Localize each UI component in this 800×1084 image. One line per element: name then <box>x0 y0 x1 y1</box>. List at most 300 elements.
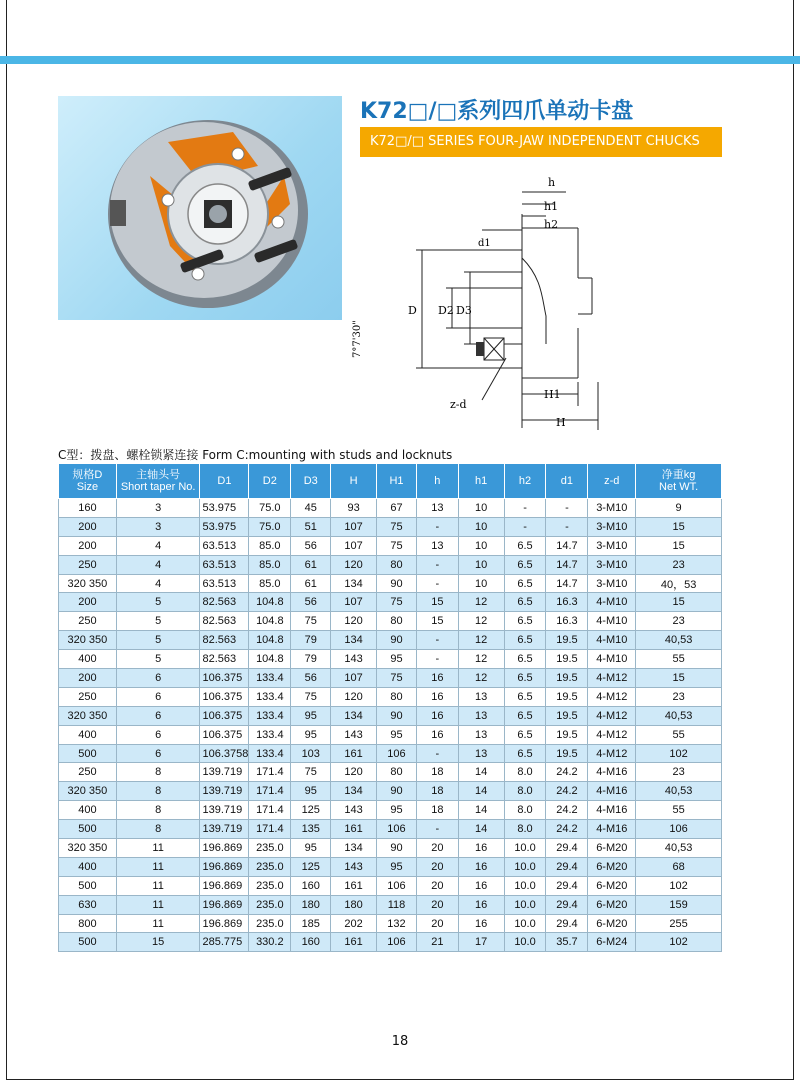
table-cell: 75 <box>377 669 417 688</box>
table-cell: 250 <box>59 612 117 631</box>
table-cell: 133.4 <box>249 725 291 744</box>
table-cell: 103 <box>291 744 331 763</box>
table-row <box>59 574 722 593</box>
table-cell: 3-M10 <box>588 536 636 555</box>
table-cell: 8 <box>116 820 200 839</box>
table-cell: 107 <box>331 593 377 612</box>
table-row <box>59 612 722 631</box>
table-cell: 10.0 <box>504 876 546 895</box>
table-cell: 40,53 <box>636 839 722 858</box>
table-cell: 134 <box>331 574 377 593</box>
title-english-banner: K72□/□ SERIES FOUR-JAW INDEPENDENT CHUCKS <box>360 127 722 157</box>
table-cell: 8.0 <box>504 820 546 839</box>
table-cell: 19.5 <box>546 669 588 688</box>
table-cell: 10 <box>458 499 504 518</box>
table-cell: 90 <box>377 574 417 593</box>
table-cell: 800 <box>59 914 117 933</box>
table-row <box>59 933 722 952</box>
table-cell: 120 <box>331 763 377 782</box>
table-cell: 6-M20 <box>588 839 636 858</box>
table-cell: 16 <box>458 839 504 858</box>
table-cell: 29.4 <box>546 914 588 933</box>
table-cell: 102 <box>636 744 722 763</box>
table-cell: 107 <box>331 536 377 555</box>
table-cell: 14 <box>458 801 504 820</box>
table-cell: 10 <box>458 555 504 574</box>
table-cell: 500 <box>59 933 117 952</box>
table-cell: 250 <box>59 763 117 782</box>
label-h: h <box>548 176 556 189</box>
table-cell: 95 <box>291 839 331 858</box>
column-header-label: d1 <box>560 475 574 487</box>
column-header <box>200 464 249 499</box>
table-cell: 13 <box>458 725 504 744</box>
table-cell: 95 <box>291 782 331 801</box>
table-cell: 235.0 <box>249 914 291 933</box>
table-cell: 106.375 <box>200 687 249 706</box>
table-cell: 3 <box>116 517 200 536</box>
table-cell: 250 <box>59 687 117 706</box>
table-cell: 16 <box>416 725 458 744</box>
table-cell: 3-M10 <box>588 555 636 574</box>
table-cell: 6-M24 <box>588 933 636 952</box>
table-cell: 330.2 <box>249 933 291 952</box>
table-cell: 16.3 <box>546 612 588 631</box>
table-cell: 55 <box>636 725 722 744</box>
table-cell: 13 <box>416 499 458 518</box>
table-cell: 6.5 <box>504 536 546 555</box>
table-row <box>59 517 722 536</box>
table-cell: 8 <box>116 801 200 820</box>
table-cell: 3 <box>116 499 200 518</box>
column-header <box>588 464 636 499</box>
column-header-label: D1 <box>217 475 232 487</box>
table-cell: 320 350 <box>59 631 117 650</box>
table-cell: 102 <box>636 933 722 952</box>
table-cell: 95 <box>377 801 417 820</box>
table-cell: 53.975 <box>200 499 249 518</box>
table-cell: 10 <box>458 536 504 555</box>
table-cell: 13 <box>458 706 504 725</box>
table-cell: 4 <box>116 574 200 593</box>
table-cell: 5 <box>116 593 200 612</box>
table-cell: 4-M12 <box>588 706 636 725</box>
table-cell: 80 <box>377 555 417 574</box>
table-cell: 75.0 <box>249 517 291 536</box>
table-cell: 4-M16 <box>588 763 636 782</box>
column-header-label: 主轴头号 <box>136 469 181 481</box>
table-cell: 400 <box>59 857 117 876</box>
table-cell: 6.5 <box>504 574 546 593</box>
table-cell: 185 <box>291 914 331 933</box>
table-cell: 10.0 <box>504 895 546 914</box>
table-cell: 134 <box>331 631 377 650</box>
table-cell: 12 <box>458 650 504 669</box>
table-row <box>59 876 722 895</box>
table-cell: 102 <box>636 876 722 895</box>
table-cell: 20 <box>416 914 458 933</box>
table-cell: 16 <box>458 876 504 895</box>
table-cell: 4 <box>116 536 200 555</box>
table-cell: 104.8 <box>249 650 291 669</box>
table-row <box>59 744 722 763</box>
table-row <box>59 839 722 858</box>
table-cell: 93 <box>331 499 377 518</box>
table-cell: 17 <box>458 933 504 952</box>
table-row <box>59 669 722 688</box>
label-D2: D2 <box>438 304 454 317</box>
table-cell: 6 <box>116 725 200 744</box>
table-cell: 82.563 <box>200 650 249 669</box>
label-taper: 7°7'30" <box>352 320 363 358</box>
table-cell: 106.375 <box>200 706 249 725</box>
column-header <box>59 464 117 499</box>
table-cell: 40，53 <box>636 574 722 593</box>
table-cell: 4-M12 <box>588 669 636 688</box>
table-cell: 80 <box>377 687 417 706</box>
table-cell: 15 <box>636 669 722 688</box>
table-cell: 14 <box>458 763 504 782</box>
table-cell: 6.5 <box>504 555 546 574</box>
table-cell: 75 <box>377 536 417 555</box>
table-cell: 68 <box>636 857 722 876</box>
table-cell: 6 <box>116 744 200 763</box>
table-cell: 13 <box>458 744 504 763</box>
table-cell: 16 <box>416 706 458 725</box>
table-cell: 400 <box>59 650 117 669</box>
table-cell: 139.719 <box>200 801 249 820</box>
table-body <box>59 499 722 952</box>
table-row <box>59 631 722 650</box>
table-cell: 104.8 <box>249 612 291 631</box>
table-cell: 139.719 <box>200 782 249 801</box>
column-header-label: 净重kg <box>661 469 696 481</box>
table-cell: 20 <box>416 895 458 914</box>
table-cell: 133.4 <box>249 706 291 725</box>
table-cell: 161 <box>331 933 377 952</box>
table-cell: 5 <box>116 650 200 669</box>
table-cell: 3-M10 <box>588 517 636 536</box>
table-cell: 161 <box>331 820 377 839</box>
table-cell: 235.0 <box>249 876 291 895</box>
table-cell: 11 <box>116 895 200 914</box>
table-cell: 18 <box>416 782 458 801</box>
table-cell: 6-M20 <box>588 895 636 914</box>
table-cell: 106 <box>377 744 417 763</box>
table-cell: 51 <box>291 517 331 536</box>
table-cell: 320 350 <box>59 839 117 858</box>
table-cell: 133.4 <box>249 687 291 706</box>
table-row <box>59 914 722 933</box>
table-cell: 161 <box>331 876 377 895</box>
table-cell: 6 <box>116 687 200 706</box>
table-cell: 6-M20 <box>588 914 636 933</box>
table-cell: 56 <box>291 536 331 555</box>
table-cell: 75 <box>291 687 331 706</box>
column-header-sublabel: Size <box>76 481 99 493</box>
table-cell: 4-M12 <box>588 687 636 706</box>
table-cell: 75 <box>291 763 331 782</box>
table-cell: 4-M16 <box>588 782 636 801</box>
table-cell: 143 <box>331 725 377 744</box>
table-cell: 18 <box>416 763 458 782</box>
table-cell: 6-M20 <box>588 876 636 895</box>
table-cell: 500 <box>59 876 117 895</box>
table-cell: 160 <box>291 876 331 895</box>
table-cell: 320 350 <box>59 574 117 593</box>
table-cell: 80 <box>377 763 417 782</box>
table-cell: 180 <box>331 895 377 914</box>
table-cell: 11 <box>116 914 200 933</box>
table-cell: 202 <box>331 914 377 933</box>
table-cell: 14.7 <box>546 574 588 593</box>
table-row <box>59 725 722 744</box>
table-cell: 196.869 <box>200 914 249 933</box>
column-header-label: H1 <box>389 475 404 487</box>
table-cell: 63.513 <box>200 536 249 555</box>
table-cell: 10.0 <box>504 857 546 876</box>
table-cell: 125 <box>291 801 331 820</box>
table-cell: 82.563 <box>200 612 249 631</box>
table-cell: 104.8 <box>249 593 291 612</box>
table-cell: 12 <box>458 631 504 650</box>
table-caption: C型：拨盘、螺栓锁紧连接 Form C:mounting with studs and locknuts <box>58 448 453 462</box>
table-cell: 160 <box>291 933 331 952</box>
table-row <box>59 536 722 555</box>
table-cell: 16 <box>416 687 458 706</box>
table-cell: 56 <box>291 669 331 688</box>
table-cell: 159 <box>636 895 722 914</box>
table-cell: 134 <box>331 782 377 801</box>
technical-drawing <box>346 168 616 444</box>
table-cell: - <box>416 517 458 536</box>
table-cell: 4-M16 <box>588 820 636 839</box>
table-cell: 500 <box>59 820 117 839</box>
table-cell: 40,53 <box>636 782 722 801</box>
column-header-label: h2 <box>518 475 532 487</box>
column-header-label: h1 <box>475 475 488 487</box>
table-row <box>59 650 722 669</box>
label-H: H <box>556 416 566 429</box>
table-cell: 104.8 <box>249 631 291 650</box>
table-cell: 95 <box>377 857 417 876</box>
table-cell: 10.0 <box>504 933 546 952</box>
label-H1: H1 <box>544 388 561 401</box>
table-cell: 8 <box>116 763 200 782</box>
column-header-sublabel: Short taper No. <box>120 481 196 493</box>
table-cell: 20 <box>416 876 458 895</box>
table-cell: 235.0 <box>249 839 291 858</box>
table-cell: 106.375 <box>200 725 249 744</box>
label-D: D <box>408 304 417 317</box>
table-cell: 106 <box>377 820 417 839</box>
table-cell: 23 <box>636 687 722 706</box>
table-row <box>59 782 722 801</box>
table-cell: - <box>416 744 458 763</box>
table-row <box>59 763 722 782</box>
table-cell: - <box>416 574 458 593</box>
table-cell: 161 <box>331 744 377 763</box>
table-cell: 15 <box>416 612 458 631</box>
table-cell: 139.719 <box>200 820 249 839</box>
table-cell: 21 <box>416 933 458 952</box>
table-row <box>59 555 722 574</box>
table-cell: 196.869 <box>200 876 249 895</box>
table-cell: 15 <box>636 593 722 612</box>
table-cell: 75 <box>377 517 417 536</box>
table-cell: 196.869 <box>200 839 249 858</box>
table-cell: 29.4 <box>546 876 588 895</box>
table-cell: 143 <box>331 857 377 876</box>
table-cell: 95 <box>377 725 417 744</box>
table-cell: 107 <box>331 517 377 536</box>
spec-table <box>58 463 722 952</box>
table-cell: - <box>416 555 458 574</box>
table-cell: 40,53 <box>636 706 722 725</box>
table-cell: 107 <box>331 669 377 688</box>
table-cell: 4-M10 <box>588 593 636 612</box>
table-cell: 200 <box>59 669 117 688</box>
table-cell: 133.4 <box>249 669 291 688</box>
table-row <box>59 687 722 706</box>
table-cell: 120 <box>331 612 377 631</box>
table-cell: 56 <box>291 593 331 612</box>
table-row <box>59 593 722 612</box>
table-cell: 320 350 <box>59 782 117 801</box>
table-cell: 79 <box>291 631 331 650</box>
table-cell: 6 <box>116 669 200 688</box>
page-number: 18 <box>391 1034 409 1049</box>
table-cell: 82.563 <box>200 593 249 612</box>
table-cell: 15 <box>116 933 200 952</box>
table-cell: 285.775 <box>200 933 249 952</box>
table-cell: 15 <box>416 593 458 612</box>
table-cell: 400 <box>59 725 117 744</box>
table-row <box>59 801 722 820</box>
table-cell: 135 <box>291 820 331 839</box>
column-header <box>291 464 331 499</box>
table-cell: 79 <box>291 650 331 669</box>
table-cell: 4-M10 <box>588 650 636 669</box>
table-cell: 143 <box>331 650 377 669</box>
table-cell: 4-M10 <box>588 631 636 650</box>
table-cell: 12 <box>458 593 504 612</box>
table-cell: 6.5 <box>504 687 546 706</box>
column-header-sublabel: Net WT. <box>659 481 699 493</box>
table-cell: 75 <box>291 612 331 631</box>
table-cell: 200 <box>59 536 117 555</box>
table-cell: - <box>504 517 546 536</box>
table-cell: 14 <box>458 782 504 801</box>
table-cell: 143 <box>331 801 377 820</box>
table-cell: 6 <box>116 706 200 725</box>
table-cell: 250 <box>59 555 117 574</box>
table-cell: 10.0 <box>504 914 546 933</box>
table-cell: 106 <box>636 820 722 839</box>
table-cell: 11 <box>116 857 200 876</box>
table-cell: 53.975 <box>200 517 249 536</box>
table-cell: 10.0 <box>504 839 546 858</box>
table-cell: 125 <box>291 857 331 876</box>
table-cell: 20 <box>416 839 458 858</box>
table-cell: 90 <box>377 782 417 801</box>
table-cell: 6.5 <box>504 650 546 669</box>
table-cell: 95 <box>377 650 417 669</box>
table-cell: - <box>546 499 588 518</box>
table-cell: 5 <box>116 631 200 650</box>
table-cell: 4-M16 <box>588 801 636 820</box>
column-header <box>504 464 546 499</box>
table-cell: 95 <box>291 725 331 744</box>
table-cell: 16 <box>458 857 504 876</box>
table-cell: 16 <box>458 914 504 933</box>
table-cell: 134 <box>331 706 377 725</box>
table-cell: 15 <box>636 517 722 536</box>
table-cell: 196.869 <box>200 895 249 914</box>
table-cell: 6.5 <box>504 612 546 631</box>
table-cell: 171.4 <box>249 763 291 782</box>
label-d1: d1 <box>478 238 491 249</box>
table-cell: 14.7 <box>546 536 588 555</box>
table-cell: 13 <box>458 687 504 706</box>
table-cell: 5 <box>116 612 200 631</box>
column-header <box>331 464 377 499</box>
table-cell: 4-M12 <box>588 725 636 744</box>
table-cell: 320 350 <box>59 706 117 725</box>
table-cell: 106 <box>377 876 417 895</box>
table-cell: 85.0 <box>249 536 291 555</box>
table-cell: 63.513 <box>200 555 249 574</box>
table-cell: 235.0 <box>249 895 291 914</box>
table-header-row <box>59 464 722 499</box>
table-cell: 29.4 <box>546 857 588 876</box>
table-cell: 85.0 <box>249 574 291 593</box>
table-cell: 6.5 <box>504 744 546 763</box>
header-rule <box>0 56 800 64</box>
table-cell: 13 <box>416 536 458 555</box>
column-header <box>249 464 291 499</box>
table-row <box>59 499 722 518</box>
table-cell: 63.513 <box>200 574 249 593</box>
table-cell: 16.3 <box>546 593 588 612</box>
table-cell: 61 <box>291 555 331 574</box>
table-cell: 35.7 <box>546 933 588 952</box>
table-cell: 12 <box>458 612 504 631</box>
table-cell: 24.2 <box>546 820 588 839</box>
table-cell: 23 <box>636 555 722 574</box>
table-cell: 24.2 <box>546 801 588 820</box>
table-cell: 10 <box>458 517 504 536</box>
table-cell: 171.4 <box>249 820 291 839</box>
table-row <box>59 820 722 839</box>
table-cell: 9 <box>636 499 722 518</box>
table-cell: 19.5 <box>546 650 588 669</box>
table-cell: 171.4 <box>249 782 291 801</box>
table-row <box>59 706 722 725</box>
table-cell: 19.5 <box>546 631 588 650</box>
column-header <box>458 464 504 499</box>
table-cell: 8.0 <box>504 801 546 820</box>
table-cell: - <box>546 517 588 536</box>
table-cell: 29.4 <box>546 895 588 914</box>
table-cell: 45 <box>291 499 331 518</box>
table-cell: 19.5 <box>546 687 588 706</box>
table-cell: 118 <box>377 895 417 914</box>
chuck-photo <box>58 96 342 320</box>
table-cell: 14 <box>458 820 504 839</box>
table-cell: 19.5 <box>546 706 588 725</box>
table-cell: 120 <box>331 555 377 574</box>
